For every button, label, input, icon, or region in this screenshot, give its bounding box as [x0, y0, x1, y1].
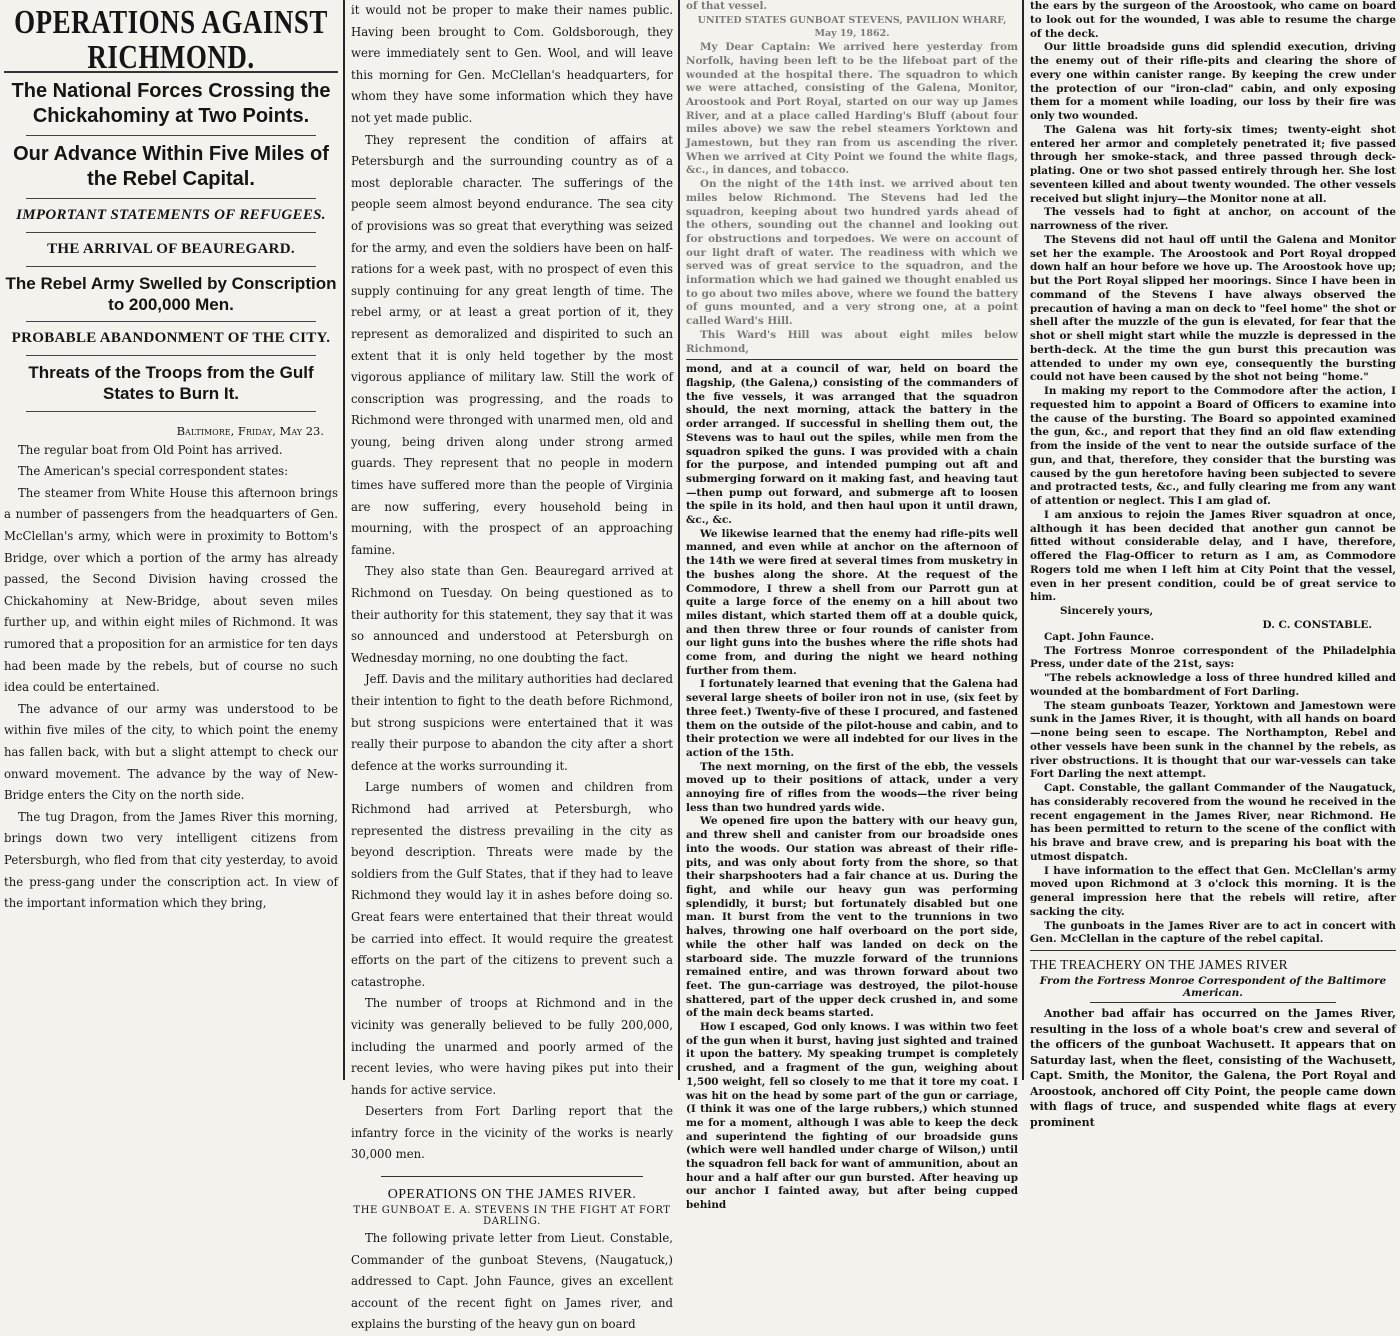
dateline: Baltimore, Friday, May 23. [176, 423, 324, 438]
headline-6: PROBABLE ABANDONMENT OF THE CITY. [11, 330, 331, 347]
letter-heading: UNITED STATES GUNBOAT STEVENS, PAVILION WHARF, May 19, 1862. [697, 14, 1007, 40]
column-1 [0, 0, 342, 1080]
masthead: OPERATIONS AGAINST RICHMOND. [14, 2, 328, 76]
headline-7: Threats of the Troops from the Gulf States to Burn It. [28, 363, 314, 404]
paragraph: The steamer from White House this afternoon brings a number of passengers from the headquarters of Gen. McClellan's army, which were in proximity to Bottom's Bridge, over which a portion of the army has already passed, the Second Division having crossed the Chickahominy at New-Bridge, about seven miles further up, and within eight miles of Richmond. It was rumored that a proposition for an armistice for ten days had been made by the rebels, but of course no such idea could be entertained. [4, 485, 338, 695]
paragraph: "The rebels acknowledge a loss of three hundred killed and wounded at the bombardment of Fort Darling. [1030, 672, 1396, 698]
paragraph: Another bad affair has occurred on the James River, resulting in the loss of a whole boat's crew and several of the officers of the gunboat Wachusett. It appears that on Saturday last, when the fleet, consisting of the Wachusett, Capt. Smith, the Monitor, the Galena, the Port Royal and Aroostook, anchored off City Point, the people came down with flags of truce, and suspended white flags at every prominent [1030, 1007, 1396, 1129]
column-rule [343, 0, 345, 1080]
paragraph: The number of troops at Richmond and in the vicinity was generally believed to be fully 200,000, including the unarmed and poorly armed of the recent levies, who were having pikes put into their hands for active service. [351, 996, 673, 1097]
paragraph: They represent the condition of affairs at Petersburgh and the surrounding country as of a most deplorable character. The sufferings of the people seem almost beyond endurance. The sea city of provisions was so great that everything was seized for the army, and even the soldiers have been on half-rations for a week past, with no prospect of even this supply continuing for any great length of time. The rebel army, or at least a great portion of it, they represent as demoralized and dispirited to such an extent that it is only held together by the most vigorous appliance of military law. Still the work of conscription was progressing, and the roads to Richmond were thronged with unarmed men, old and young, being driven along under strong armed guards. They represent that no people in modern times have suffered more than the people of Virginia are now suffering, every household being in mourning, with the prospect of an approaching famine. [351, 132, 673, 557]
paragraph: The regular boat from Old Point has arrived. [18, 442, 283, 457]
paragraph: The gunboats in the James River are to act in concert with Gen. McClellan in the capture of the rebel capital. [1030, 919, 1396, 946]
headline-rule [26, 266, 316, 267]
paragraph: My Dear Captain: We arrived here yesterday from Norfolk, having been left to be the lifeboat part of the wounded at the hospital there. The squadron to which we were attached, consisting of the Galena, Monitor, Aroostook and Port Royal, started on our way up James River, and at a place called Harding's Bluff (about four miles above) we saw the rebel steamers Yorktown and Jamestown, but they ran from us ascending the river. When we arrived at City Point we found the white flags, &c., in dances, and tobacco. [686, 41, 1018, 177]
column-2 [347, 0, 677, 1332]
signoff: Sincerely yours, [1060, 605, 1154, 617]
paragraph: I fortunately learned that evening that the Galena had several large sheets of boiler iron not in use, (six feet by three feet.) Twenty-five of these I procured, and fastened them on the outside of the pilot-house and cabin, and to their protection we were all indebted for our lives in the action of the 15th. [686, 678, 1018, 759]
paragraph: In making my report to the Commodore after the action, I requested him to appoint a Board of Officers to examine into the cause of the bursting. The Board so appointed examined the gun, &c., and report that they find an old flaw extending from the inside of the vent to near the outside surface of the gun, and that, therefore, they consider that the bursting was caused by the gun heretofore having been subjected to severe and protracted tests, &c., and fully clearing me from any want of attention or neglect. This I am glad of. [1030, 385, 1396, 507]
paragraph: it would not be proper to make their names public. Having been brought to Com. Goldsborough, they were immediately sent to Gen. Wool, and will leave this morning for Gen. McClellan's headquarters, for whom they have some information which they have not yet made public. [351, 3, 673, 125]
addressee: Capt. John Faunce. [1044, 630, 1155, 643]
faded-letter-section [686, 14, 1018, 357]
paragraph: I have information to the effect that Gen. McClellan's army moved upon Richmond at 3 o'clock this morning. It is the general impression here that the rebels will retire, after sacking the city. [1030, 864, 1396, 918]
section-rule [381, 1176, 643, 1177]
column-3 [682, 0, 1022, 1212]
paragraph: Jeff. Davis and the military authorities had declared their intention to fight to the death before Richmond, but strong suspicions were entertained that it was really their purpose to abandon the city after a short defence at the works surrounding it. [351, 672, 673, 773]
paragraph: This Ward's Hill was about eight miles below Richmond, [686, 328, 1018, 355]
paragraph: We opened fire upon the battery with our heavy gun, and threw shell and canister from our broadside ones into the woods. Our station was abreast of their rifle-pits, and was only about forty from the shore, so that their sharpshooters had a fair chance at us. During the fight, and while our heavy gun was performing splendidly, it burst; but fortunately disabled but one man. It burst from the vent to the trunnions in two halves, throwing one half overboard on the port side, while the other half was landed on deck on the starboard side. The muzzle forward of the trunnions remained entire, and was thrown forward about two feet. The gun-carriage was destroyed, the pilot-house shattered, part of the upper deck crushed in, and some of the main deck beams started. [686, 815, 1018, 1020]
section-title: THE TREACHERY ON THE JAMES RIVER [1030, 957, 1288, 972]
section-rule [1030, 950, 1396, 951]
paragraph: Capt. Constable, the gallant Commander of the Naugatuck, has considerably recovered from the wound he received in the recent engagement in the James River, near Richmond. He has been permitted to return to the scene of the conflict with his brave and brave crew, and is preparing his boat with the utmost dispatch. [1030, 782, 1396, 863]
paragraph: The Fortress Monroe correspondent of the Philadelphia Press, under date of the 21st, says: [1030, 644, 1396, 671]
section-subtitle: THE GUNBOAT E. A. STEVENS IN THE FIGHT AT FORT DARLING. [353, 1205, 671, 1228]
paragraph: Deserters from Fort Darling report that the infantry force in the vicinity of the works is nearly 30,000 men. [351, 1104, 673, 1162]
column-rule [678, 0, 680, 1080]
headline-5: The Rebel Army Swelled by Conscription to 200,000 Men. [5, 273, 337, 314]
headline-rule [26, 411, 316, 412]
column-rule [1022, 0, 1024, 1080]
paragraph: The following private letter from Lieut. Constable, Commander of the gunboat Stevens, (Naugatuck,) addressed to Capt. John Faunce, gives an excellent account of the recent fight on James river, and explains the bursting of the heavy gun on board [351, 1231, 673, 1332]
paragraph: The next morning, on the first of the ebb, the vessels moved up to their positions of attack, under a very annoying fire of rifles from the woods—the river being less than two hundred yards wide. [686, 760, 1018, 814]
headline-3: IMPORTANT STATEMENTS OF REFUGEES. [16, 206, 326, 223]
paragraph: the ears by the surgeon of the Aroostook, who came on board to look out for the wounded, I was able to resume the charge of the deck. [1030, 0, 1396, 40]
headline-2: Our Advance Within Five Miles of the Rebel Capital. [13, 142, 329, 190]
column-4 [1026, 0, 1400, 1129]
section-source: From the Fortress Monroe Correspondent of the Baltimore American. [1039, 975, 1387, 999]
paragraph: The vessels had to fight at anchor, on account of the narrowness of the river. [1030, 206, 1396, 232]
paragraph: On the night of the 14th inst. we arrived about ten miles below Richmond. The Stevens had led the squadron, keeping about two hundred yards ahead of the others, sounding out the channel and looking out for obstructions and torpedoes. We were on account of our light draft of water. The readiness with which we served was of great service to the squadron, and the information which we had gained we thought enabled us to go about two miles above, where we found the battery of guns mounted, and a very strong one, at a point called Ward's Hill. [686, 178, 1018, 328]
paragraph: The steam gunboats Teazer, Yorktown and Jamestown were sunk in the James River, it is thought, with all hands on board—none being seen to escape. The Northampton, Rebel and other vessels have been sunk in the channel by the rebels, as river obstructions. It is thought that our war-vessels can take Fort Darling the next attempt. [1030, 699, 1396, 781]
paragraph: Large numbers of women and children from Richmond had arrived at Petersburgh, who represented the distress prevailing in the city as beyond description. Threats were made by the soldiers from the Gulf States, that if they had to leave Richmond they would lay it in ashes before doing so. Great fears were entertained that their threat would be carried into effect. It would require the greatest efforts on the part of the citizens to prevent such a catastrophe. [351, 780, 673, 989]
paragraph: The American's special correspondent states: [18, 464, 289, 479]
paragraph: How I escaped, God only knows. I was within two feet of the gun when it burst, having just sighted and trained it upon the battery. My speaking trumpet is completely crushed, and a fragment of the gun, weighing about 1,500 weight, fell so closely to me that it tore my coat. I was hit on the head by some part of the gun or carriage, (I think it was one of the large rubbers,) which stunned me for a moment, although I was able to keep the deck and superintend the fighting of our broadside guns (which were well handled under charge of Wilson,) until the squadron fell back for want of ammunition, about an hour and a half after our gun bursted. After heaving up our anchor I fainted away, but after being cupped behind [686, 1021, 1018, 1212]
section-rule [686, 359, 1018, 360]
paragraph: The advance of our army was understood to be within five miles of the city, to which point the enemy has fallen back, with but a slight attempt to check our onward movement. The advance by the way of New-Bridge enters the City on the north side. [4, 701, 338, 803]
headline-rule [26, 198, 316, 199]
headline-1: The National Forces Crossing the Chickahominy at Two Points. [11, 79, 331, 127]
headline-rule [26, 355, 316, 356]
paragraph: mond, and at a council of war, held on board the flagship, (the Galena,) consisting of the commanders of the five vessels, it was arranged that the squadron should, the next morning, attack the battery in the order arranged. If successful in shelling them out, the Stevens was to haul out the spiles, while men from the squadron spiked the guns. I was provided with a chain for the purpose, and intended pumping out aft and submerging forward on it making fast, and heaving taut—then pump out forward, and submerge aft to loosen the spile in its hold, and then haul upon it until drawn, &c., &c. [686, 363, 1018, 527]
section-title: OPERATIONS ON THE JAMES RIVER. [387, 1187, 637, 1203]
section-rule [1090, 1002, 1336, 1003]
paragraph: The tug Dragon, from the James River this morning, brings down two very intelligent citizens from Petersburgh, who fled from that city yesterday, to avoid the press-gang under the conscription act. In view of the important information which they bring, [4, 809, 338, 911]
paragraph: We likewise learned that the enemy had rifle-pits well manned, and even while at anchor on the afternoon of the 14th we were fired at several times from musketry in the bushes along the shore. At the request of the Commodore, I threw a shell from our Parrott gun at quite a large force of the enemy on a hill about two miles distant, which started them off at a double quick, and then threw three or four rounds of canister from our light guns into the bushes where the rifle shots had come from, and during the night we heard nothing further from them. [686, 527, 1018, 677]
headline-4: THE ARRIVAL OF BEAUREGARD. [47, 240, 295, 257]
paragraph: I am anxious to rejoin the James River squadron at once, although it has been decided that another gun cannot be fitted without considerable delay, and I have, therefore, offered the Flag-Officer to return as I am, as Commodore Rogers told me when I left him at City Point that the vessel, even in her present condition, could be of great service to him. [1030, 508, 1396, 604]
paragraph: of that vessel. [686, 0, 768, 12]
paragraph: The Stevens did not haul off until the Galena and Monitor set her the example. The Aroostook and Port Royal dropped down half an hour before we hove up. The Aroostook hove up; but the Port Royal slipped her moorings. Since I have been in command of the Stevens I have always observed the precaution of having a man on deck to "feel home" the shot or shell after the muzzle of the gun is elevated, for fear that the shot or shell might start while the muzzle is depressed in the berth-deck. At the time the gun burst this precaution was attended to under my own eye, consequently the bursting could not have been caused by the shot not being "home." [1030, 233, 1396, 384]
headline-rule [26, 135, 316, 136]
headline-rule [26, 321, 316, 322]
headline-rule [26, 232, 316, 233]
paragraph: They also state than Gen. Beauregard arrived at Richmond on Tuesday. On being questioned as to their authority for this statement, they say that it was so announced and understood at Petersburgh on Wednesday morning, no one doubting the fact. [351, 564, 673, 665]
paragraph: Our little broadside guns did splendid execution, driving the enemy out of their rifle-pits and clearing the shore of every one within canister range. By keeping the crew under the protection of our "iron-clad" cabin, and only exposing them for a moment while loading, our loss by their fire was only two wounded. [1030, 41, 1396, 122]
paragraph: The Galena was hit forty-six times; twenty-eight shot entered her armor and completely penetrated it; five passed through her smoke-stack, and three passed through deck-plating. One or two shot passed entirely through her. She lost seventeen killed and about twenty wounded. The other vessels received but slight injury—the Monitor none at all. [1030, 123, 1396, 205]
signature: D. C. CONSTABLE. [1262, 618, 1372, 631]
